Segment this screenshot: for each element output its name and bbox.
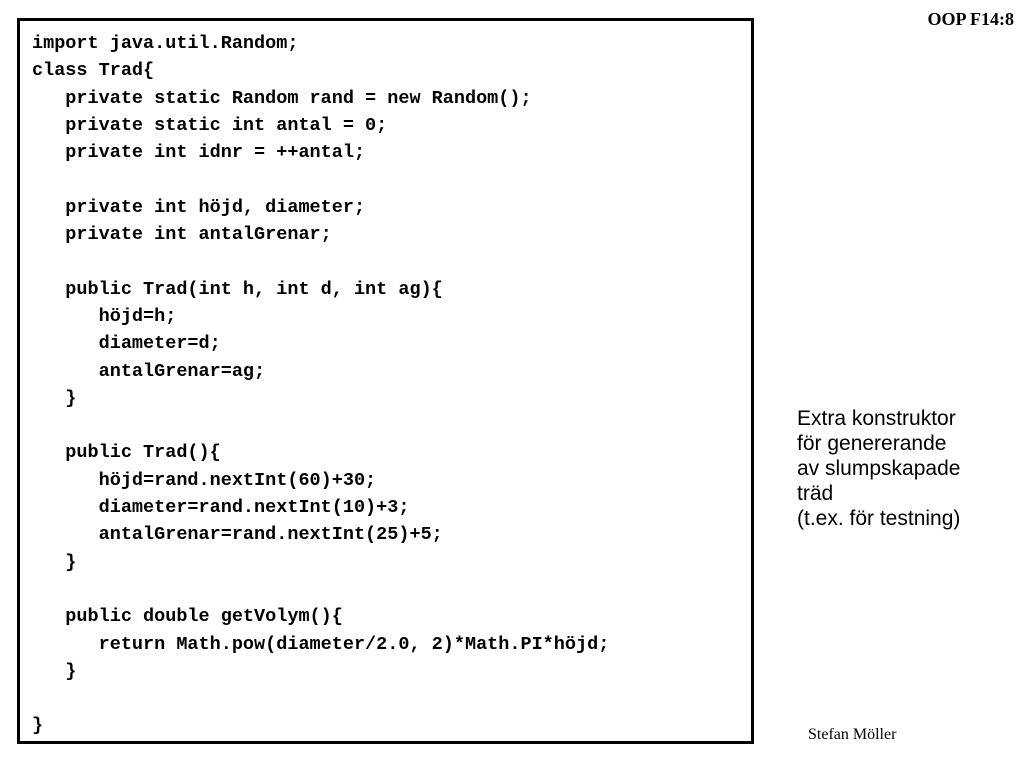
code-line: private static int antal = 0; [32, 114, 388, 136]
note-line: träd [797, 482, 834, 505]
code-line: private int antalGrenar; [32, 224, 332, 246]
code-line [32, 576, 751, 603]
code-line: public Trad(){ [32, 442, 221, 464]
code-line [32, 412, 751, 439]
code-line: public Trad(int h, int d, int ag){ [32, 278, 443, 300]
code-line: public double getVolym(){ [32, 606, 343, 628]
code-line: import java.util.Random; [32, 33, 299, 54]
author-name: Stefan Möller [808, 726, 897, 743]
code-line: diameter=rand.nextInt(10)+3; [32, 497, 410, 519]
code-line: private static Random rand = new Random(); [32, 87, 532, 109]
code-line: } [32, 660, 77, 682]
note-line: av slumpskapade [797, 457, 961, 480]
code-line [32, 166, 751, 193]
note-line: (t.ex. för testning) [797, 507, 961, 530]
code-line [32, 248, 751, 275]
code-line: } [32, 715, 44, 737]
slide-label: OOP F14:8 [927, 9, 1014, 29]
code-line: höjd=h; [32, 305, 177, 327]
code-line: class Trad{ [32, 60, 155, 82]
code-line: private int höjd, diameter; [32, 196, 366, 218]
side-note [797, 406, 1017, 531]
note-line: för genererande [797, 432, 947, 455]
code-line: private int idnr = ++antal; [32, 142, 366, 164]
code-line: } [32, 387, 77, 409]
code-line: antalGrenar=rand.nextInt(25)+5; [32, 524, 443, 546]
code-line: höjd=rand.nextInt(60)+30; [32, 469, 377, 491]
code-line: } [32, 551, 77, 573]
code-listing [17, 18, 754, 744]
code-line: diameter=d; [32, 333, 221, 355]
code-line: antalGrenar=ag; [32, 360, 266, 382]
note-line: Extra konstruktor [797, 407, 956, 430]
code-line [32, 685, 751, 712]
code-line: return Math.pow(diameter/2.0, 2)*Math.PI*höjd; [32, 633, 610, 655]
